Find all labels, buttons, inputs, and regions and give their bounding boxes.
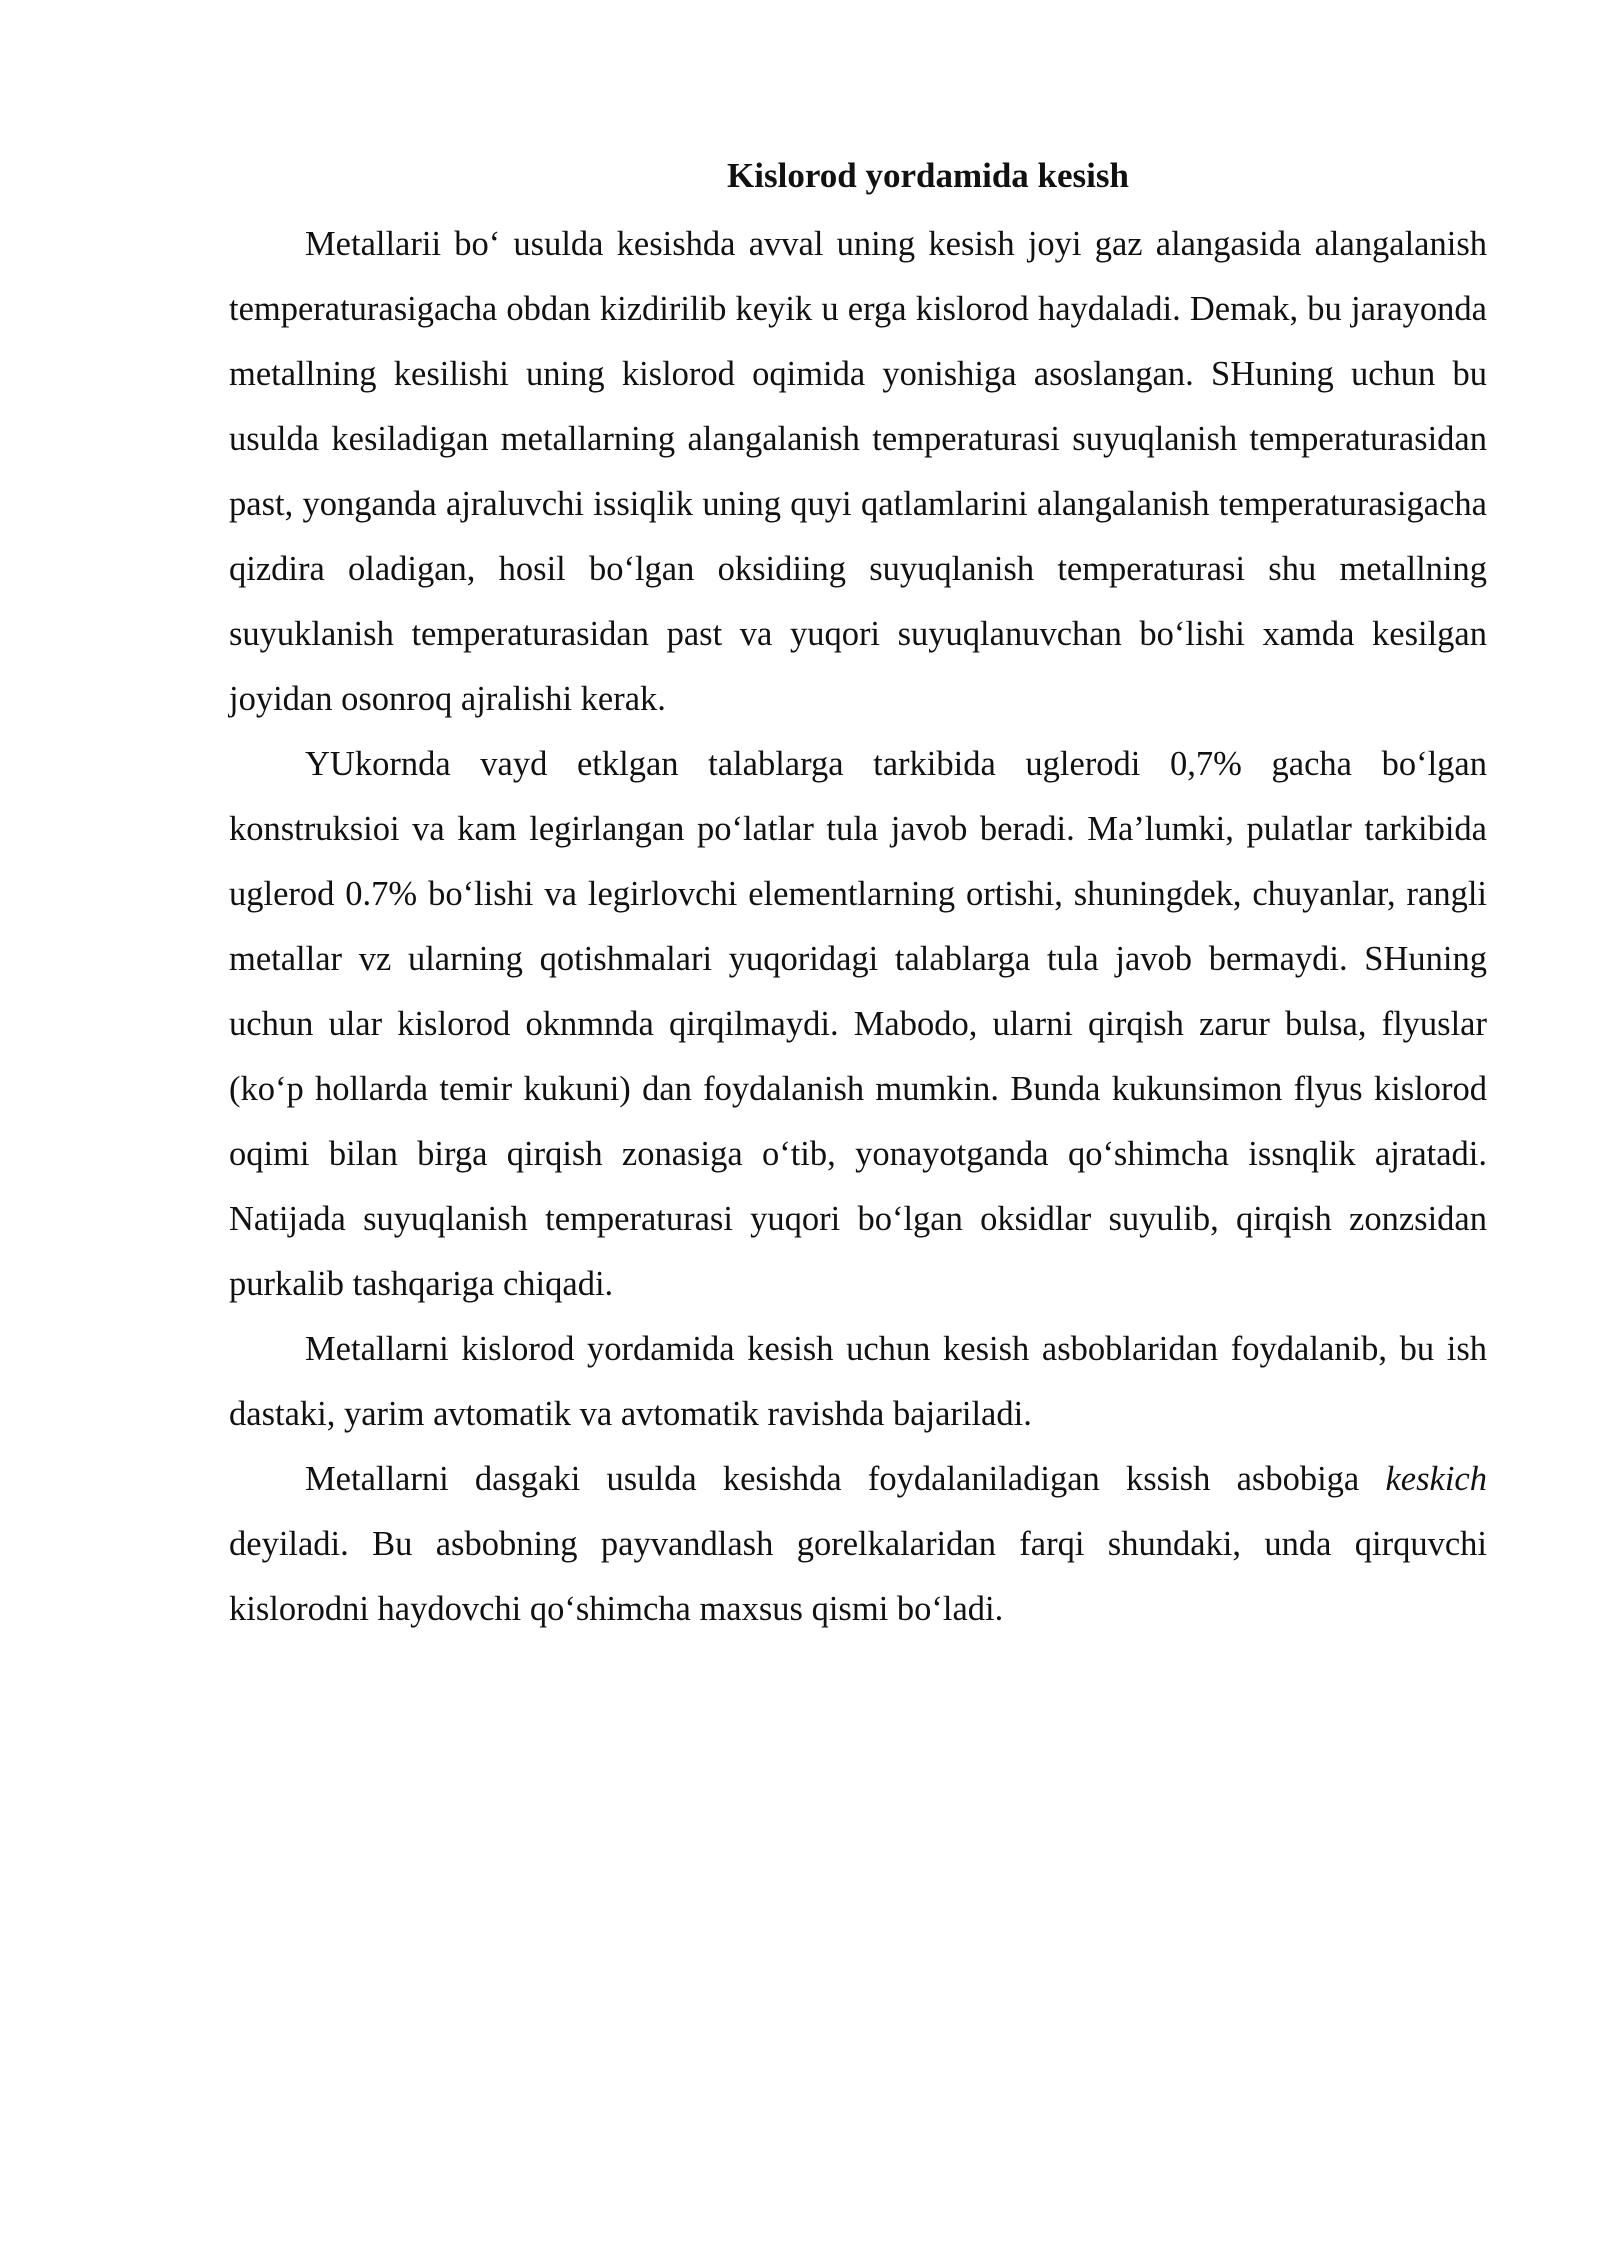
paragraph-1: Metallarii bo‘ usulda kesishda avval uning kesish joyi gaz alangasida alangalanish temperaturasigacha obdan kizdirilib keyik u erga kislorod haydaladi. Demak, bu jarayonda metallning kesilishi uning kislorod oqimida yonishiga asoslangan. SHuning uchun bu usulda kesiladigan metallarning alangalanish temperaturasi suyuqlanish temperaturasidan past, yonganda ajraluvchi issiqlik uning quyi qatlamlarini alangalanish temperaturasigacha qizdira oladigan, hosil bo‘lgan oksidiing suyuqlanish temperaturasi shu metallning suyuklanish temperaturasidan past va yuqori suyuqlanuvchan bo‘lishi xamda kesilgan joyidan osonroq ajralishi kerak.: [229, 225, 1487, 718]
paragraph-4-text-before: Metallarni dasgaki usulda kesishda foydalaniladigan kssish asbobiga: [305, 1460, 1386, 1498]
paragraph-4-text-after: deyiladi. Bu asbobning payvandlash gorelkalaridan farqi shundaki, unda qirquvchi kislorodni haydovchi qo‘shimcha maxsus qismi bo‘ladi.: [229, 1525, 1487, 1628]
document-title: Kislorod yordamida kesish: [727, 156, 1129, 195]
paragraph-3: Metallarni kislorod yordamida kesish uchun kesish asboblaridan foydalanib, bu ish dastaki, yarim avtomatik va avtomatik ravishda bajariladi.: [229, 1330, 1487, 1433]
paragraph-4: [229, 1447, 1487, 1642]
paragraph-4-emphasis: keskich: [1385, 1460, 1487, 1498]
paragraph-2: YUkornda vayd etklgan talablarga tarkibida uglerodi 0,7% gacha bo‘lgan konstruksioi va kam legirlangan po‘latlar tula javob beradi. Ma’lumki, pulatlar tarkibida uglerod 0.7% bo‘lishi va legirlovchi elementlarning ortishi, shuningdek, chuyanlar, rangli metallar vz ularning qotishmalari yuqoridagi talablarga tula javob bermaydi. SHuning uchun ular kislorod oknmnda qirqilmaydi. Mabodo, ularni qirqish zarur bulsa, flyuslar (ko‘p hollarda temir kukuni) dan foydalanish mumkin. Bunda kukunsimon flyus kislorod oqimi bilan birga qirqish zonasiga o‘tib, yonayotganda qo‘shimcha issnqlik ajratadi. Natijada suyuqlanish temperaturasi yuqori bo‘lgan oksidlar suyulib, qirqish zonzsidan purkalib tashqariga chiqadi.: [229, 745, 1487, 1303]
document-body: [229, 148, 1487, 1642]
